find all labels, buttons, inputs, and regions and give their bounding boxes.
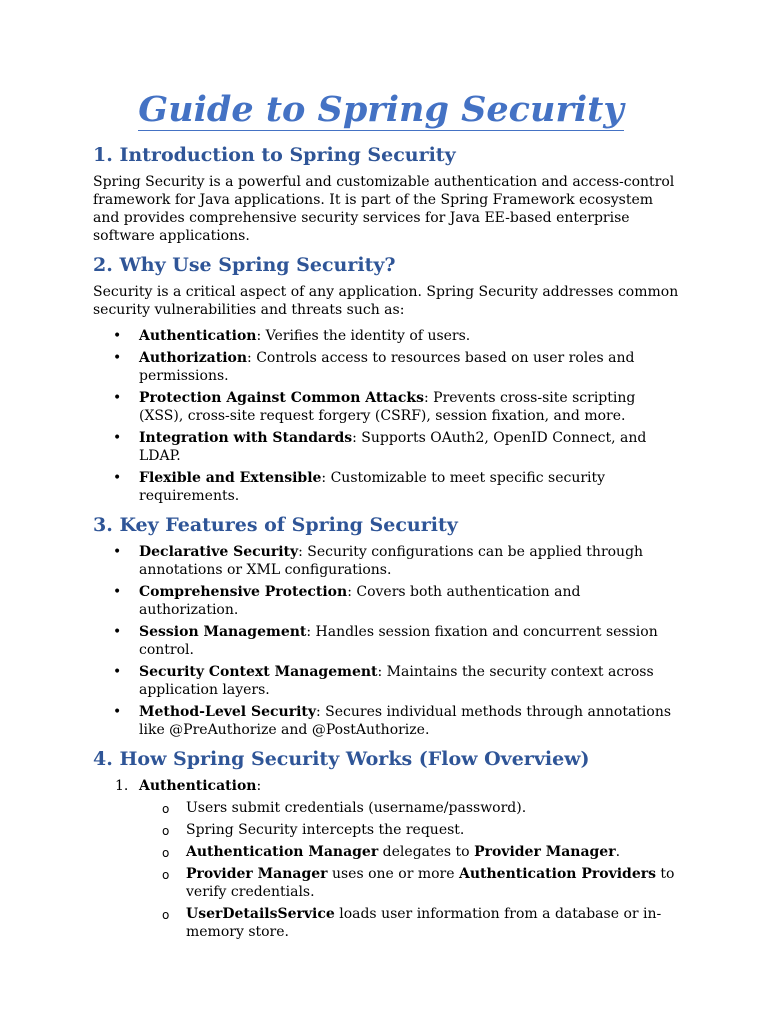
list-item-text: : Verifies the identity of users.	[256, 328, 471, 344]
step-number: 1.	[115, 778, 129, 794]
list-item-term: Comprehensive Protection	[139, 584, 348, 600]
list-item-term: Session Management	[139, 624, 307, 640]
list-item-text: : Customizable to meet specific security requirements.	[139, 470, 606, 504]
substep-text: .	[615, 844, 621, 860]
list-item	[93, 469, 683, 505]
list-item-term: Declarative Security	[139, 544, 299, 560]
substep-text: loads user information from a database or in-memory store.	[186, 906, 662, 940]
list-item-text: : Handles session fixation and concurrent session control.	[139, 624, 658, 658]
list-item	[93, 543, 683, 579]
substep-item	[139, 799, 683, 817]
list-item	[93, 327, 683, 345]
list-item-text: : Security configurations can be applied through annotations or XML configurations.	[139, 544, 644, 578]
section-heading-why-use: 2. Why Use Spring Security?	[93, 254, 396, 276]
section-paragraph-why-use: Security is a critical aspect of any application. Spring Security addresses common security vulnerabilities and threats such as:	[93, 284, 679, 318]
list-item-text: : Controls access to resources based on user roles and permissions.	[139, 350, 635, 384]
list-item-term: Flexible and Extensible	[139, 470, 322, 486]
substep-text: to verify credentials.	[186, 866, 675, 900]
why-use-list	[93, 327, 683, 505]
substep-text: Spring Security intercepts the request.	[186, 822, 465, 838]
list-item-term: Protection Against Common Attacks	[139, 390, 424, 406]
step-text: :	[256, 778, 262, 794]
substep-item	[139, 865, 683, 901]
authentication-substeps	[139, 799, 683, 941]
document-page	[93, 90, 683, 949]
substep-term: Authentication Providers	[459, 866, 656, 882]
list-item-text: : Covers both authentication and authorization.	[139, 584, 581, 618]
list-item-term: Integration with Standards	[139, 430, 353, 446]
list-item-text: : Supports OAuth2, OpenID Connect, and LDAP.	[139, 430, 647, 464]
list-item-term: Method-Level Security	[139, 704, 316, 720]
list-item-term: Authorization	[139, 350, 248, 366]
substep-text: delegates to	[378, 844, 475, 860]
substep-term: Provider Manager	[186, 866, 328, 882]
substep-term: Authentication Manager	[186, 844, 379, 860]
section-paragraph-introduction: Spring Security is a powerful and customizable authentication and access-control framework for Java applications. It is part of the Spring Framework ecosystem and provides comprehensive security services for Java EE-based enterprise software applications.	[93, 174, 675, 244]
list-item	[93, 777, 683, 941]
list-item-text: : Prevents cross-site scripting (XSS), cross-site request forgery (CSRF), session fixation, and more.	[139, 390, 636, 424]
substep-item	[139, 905, 683, 941]
list-item	[93, 389, 683, 425]
substep-item	[139, 821, 683, 839]
list-item-term: Security Context Management	[139, 664, 378, 680]
list-item	[93, 623, 683, 659]
substep-text: uses one or more	[327, 866, 459, 882]
list-item-text: : Secures individual methods through annotations like @PreAuthorize and @PostAuthorize.	[139, 704, 672, 738]
substep-term: Provider Manager	[474, 844, 616, 860]
list-item	[93, 429, 683, 465]
list-item	[93, 703, 683, 739]
list-item	[93, 663, 683, 699]
section-heading-how-it-works: 4. How Spring Security Works (Flow Overview)	[93, 748, 590, 770]
list-item	[93, 583, 683, 619]
list-item-term: Authentication	[139, 328, 257, 344]
substep-item	[139, 843, 683, 861]
flow-steps-list	[93, 777, 683, 941]
list-item-text: : Maintains the security context across application layers.	[139, 664, 654, 698]
section-heading-key-features: 3. Key Features of Spring Security	[93, 514, 458, 536]
section-heading-introduction: 1. Introduction to Spring Security	[93, 144, 456, 166]
document-title: Guide to Spring Security	[138, 89, 624, 130]
list-item	[93, 349, 683, 385]
key-features-list	[93, 543, 683, 739]
substep-text: Users submit credentials (username/password).	[186, 800, 527, 816]
substep-term: UserDetailsService	[186, 906, 335, 922]
step-term: Authentication	[139, 778, 257, 794]
